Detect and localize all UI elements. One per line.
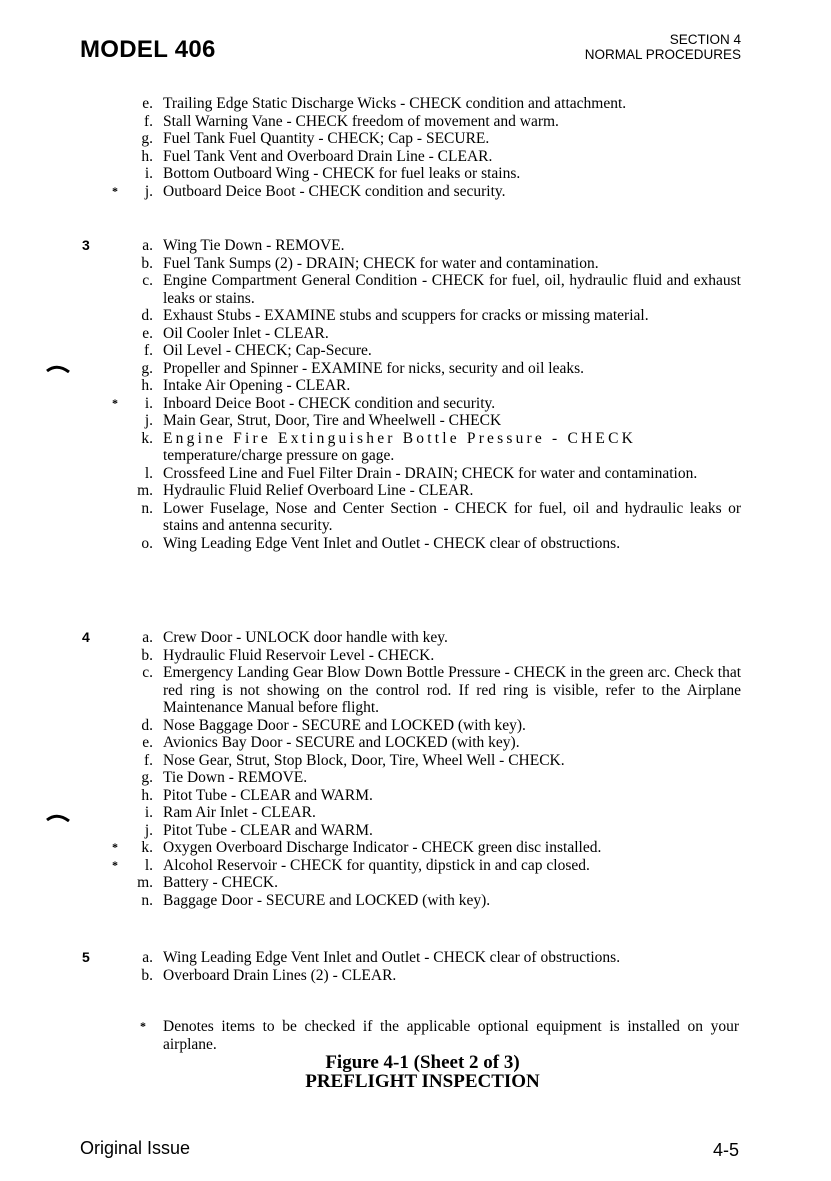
checklist-item: a. Crew Door - UNLOCK door handle with key. [142, 629, 448, 646]
checklist-item: n. Lower Fuselage, Nose and Center Section - CHECK for fuel, oil and hydraulic leaks or stains and antenna security. [141, 499, 741, 534]
checklist-item: h. Pitot Tube - CLEAR and WARM. [141, 786, 373, 804]
checklist-item: a. Wing Leading Edge Vent Inlet and Outlet - CHECK clear of obstructions. [142, 949, 621, 966]
checklist-item: g. Tie Down - REMOVE. [141, 769, 308, 786]
group-number: 4 [82, 629, 90, 645]
checklist-item: i. Bottom Outboard Wing - CHECK for fuel leaks or stains. [144, 165, 521, 182]
checklist-item: e. Avionics Bay Door - SECURE and LOCKED (with key). [142, 734, 520, 751]
optional-equipment-marker: * [112, 840, 118, 854]
checklist-item: c. Engine Compartment General Condition - CHECK for fuel, oil, hydraulic fluid and exhaust leaks or stains. [142, 272, 741, 307]
footer-issue: Original Issue [80, 1138, 191, 1158]
checklist-item: k. Engine Fire Extinguisher Bottle Pressure - CHECK temperature/charge pressure on gage. [141, 429, 637, 464]
checklist-item: j. Main Gear, Strut, Door, Tire and Wheelwell - CHECK [144, 412, 502, 429]
checklist-item: * l. Alcohol Reservoir - CHECK for quantity, dipstick in and cap closed. [112, 856, 590, 874]
checklist-item: l. Crossfeed Line and Fuel Filter Drain - DRAIN; CHECK for water and contamination. [144, 464, 698, 482]
note-asterisk: * [140, 1019, 146, 1033]
checklist-item: h. Intake Air Opening - CLEAR. [141, 377, 351, 394]
checklist-item: b. Overboard Drain Lines (2) - CLEAR. [141, 966, 397, 984]
checklist-item: * k. Oxygen Overboard Discharge Indicator - CHECK green disc installed. [112, 839, 602, 856]
checklist-item: m. Hydraulic Fluid Relief Overboard Line - CLEAR. [137, 482, 474, 499]
optional-equipment-note [0, 1018, 831, 1053]
checklist-group-5 [0, 949, 831, 984]
checklist-item: o. Wing Leading Edge Vent Inlet and Outlet - CHECK clear of obstructions. [141, 534, 621, 552]
checklist-item: e. Oil Cooler Inlet - CLEAR. [142, 324, 329, 342]
checklist-item: e. Trailing Edge Static Discharge Wicks - CHECK condition and attachment. [142, 95, 627, 112]
group-number: 3 [82, 237, 90, 253]
checklist-group-continued [0, 95, 831, 200]
optional-equipment-marker: * [112, 857, 118, 872]
checklist-item: d. Nose Baggage Door - SECURE and LOCKED (with key). [141, 716, 526, 734]
figure-title: PREFLIGHT INSPECTION [305, 1071, 540, 1092]
checklist-item: m. Battery - CHECK. [137, 874, 278, 891]
checklist-item: h. Fuel Tank Vent and Overboard Drain Line - CLEAR. [141, 147, 493, 165]
note-text: Denotes items to be checked if the applicable optional equipment is installed on your airplane. [163, 1018, 739, 1053]
checklist-item: n. Baggage Door - SECURE and LOCKED (with key). [141, 891, 491, 909]
group-number: 5 [82, 949, 90, 965]
checklist-group-4 [0, 629, 831, 909]
checklist-item: b. Fuel Tank Sumps (2) - DRAIN; CHECK for water and contamination. [141, 254, 599, 272]
checklist-item: g. Propeller and Spinner - EXAMINE for nicks, security and oil leaks. [141, 359, 584, 377]
checklist-item: d. Exhaust Stubs - EXAMINE stubs and scuppers for cracks or missing material. [141, 307, 649, 324]
section-number: SECTION 4 [669, 32, 741, 47]
checklist-item: g. Fuel Tank Fuel Quantity - CHECK; Cap - SECURE. [141, 130, 490, 147]
checklist-item: f. Nose Gear, Strut, Stop Block, Door, Tire, Wheel Well - CHECK. [143, 751, 565, 769]
optional-equipment-marker: * [112, 395, 118, 410]
checklist-item: i. Ram Air Inlet - CLEAR. [144, 804, 316, 821]
checklist-item: * j. Outboard Deice Boot - CHECK condition and security. [112, 182, 506, 200]
checklist-group-3 [0, 237, 831, 552]
checklist-item: j. Pitot Tube - CLEAR and WARM. [144, 821, 373, 839]
checklist-item: f. Oil Level - CHECK; Cap-Secure. [143, 342, 372, 359]
checklist-item: c. Emergency Landing Gear Blow Down Bottle Pressure - CHECK in the green arc. Check that red ring is not showing on the control rod. If red ring is visible, refer to the Airplane Maintenance Manual before flight. [142, 664, 741, 716]
model-title: MODEL 406 [80, 36, 216, 63]
section-title: NORMAL PROCEDURES [584, 47, 741, 62]
figure-caption: Figure 4-1 (Sheet 2 of 3) [325, 1052, 520, 1073]
checklist-item: b. Hydraulic Fluid Reservoir Level - CHECK. [141, 646, 435, 664]
checklist-item: * i. Inboard Deice Boot - CHECK condition and security. [112, 394, 496, 412]
checklist-item: a. Wing Tie Down - REMOVE. [142, 237, 345, 254]
section-header [585, 32, 741, 62]
page-number: 4-5 [712, 1140, 739, 1160]
optional-equipment-marker: * [112, 183, 118, 198]
checklist-item: f. Stall Warning Vane - CHECK freedom of movement and warm. [143, 112, 559, 130]
